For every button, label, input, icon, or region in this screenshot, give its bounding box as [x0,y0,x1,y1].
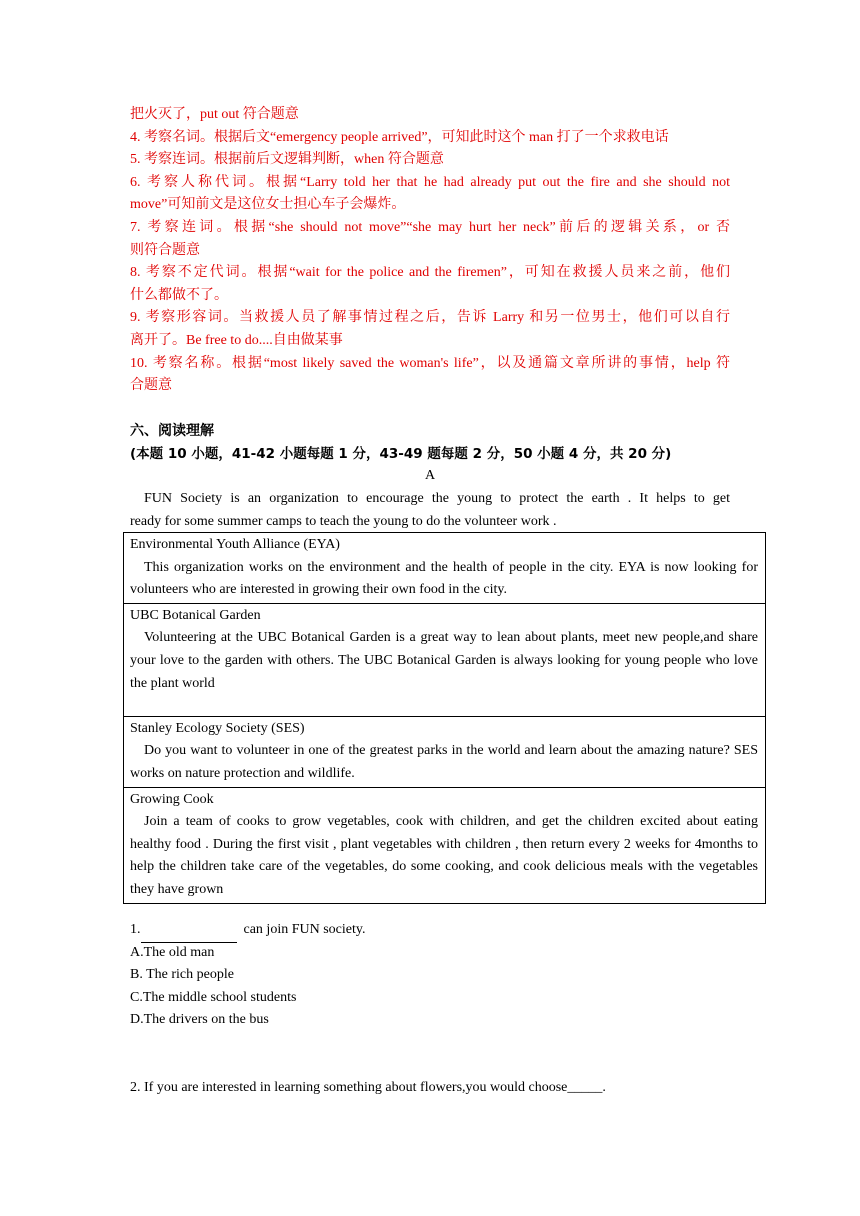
table-row [124,787,766,903]
analysis-line: 则符合题意 [130,242,200,258]
analysis-line: 10. 考察名称。根据“most likely saved the woman's life”，以及通篇文章所讲的事情，help 符 [130,355,730,371]
analysis-line: 把火灭了，put out 符合题意 [130,107,299,122]
question-1 [130,919,365,943]
intro-line: ready for some summer camps to teach the young to do the volunteer work . [130,513,557,529]
table-cell [124,533,766,604]
org-name: UBC Botanical Garden [130,607,261,623]
org-name: Environmental Youth Alliance (EYA) [130,537,340,552]
passage-intro [130,488,730,533]
analysis-line: 7. 考察连词。根据“she should not move”“she may hurt her neck”前后的逻辑关系，or 否 [130,219,730,235]
analysis-line: 离开了。Be free to do....自由做某事 [130,332,343,348]
org-description: Do you want to volunteer in one of the greatest parks in the world and learn about the amazing nature? SES works on nature protection and wildlife. [130,743,758,781]
answer-blank [141,919,237,943]
table-cell [124,787,766,903]
analysis-line: 9. 考察形容词。当救援人员了解事情过程之后，告诉 Larry 和另一位男士，他们可以自行 [130,310,730,326]
org-description: Volunteering at the UBC Botanical Garden is a great way to lean about plants, meet new people,and share your love to the garden with others. The UBC Botanical Garden is always looking for young people who love the plant world [130,630,758,691]
analysis-line: 合题意 [130,378,172,394]
org-name: Growing Cook [130,791,214,807]
analysis-line: move”可知前文是这位女士担心车子会爆炸。 [130,197,406,213]
section-heading: 六、阅读理解 [130,423,214,439]
analysis-line: 8. 考察不定代词。根据“wait for the police and the firemen”，可知在救援人员来之前，他们 [130,265,730,281]
table-row [124,603,766,716]
org-description: This organization works on the environment and the health of people in the city. EYA is now looking for volunteers who are interested in growing their own food in the city. [130,559,758,598]
passage-label: A [424,468,436,483]
analysis-line: 什么都做不了。 [130,287,228,303]
option-b: B. The rich people [130,967,234,982]
question-2: 2. If you are interested in learning something about flowers,you would choose_____. [130,1080,606,1095]
option-a: A.The old man [130,945,215,960]
analysis-line: 6. 考察人称代词。根据“Larry told her that he had already put out the fire and she should not [130,174,730,190]
option-c: C.The middle school students [130,990,297,1005]
section-subheading: (本题 10 小题，41-42 小题每题 1 分，43-49 题每题 2 分，50 小题 4 分，共 20 分) [130,446,672,462]
answer-analysis [130,104,730,398]
table-cell [124,716,766,787]
question-number: 1. [130,922,141,937]
table-row [124,716,766,787]
intro-line: FUN Society is an organization to encourage the young to protect the earth . It helps to get [144,491,730,506]
table-row [124,533,766,604]
organization-table [123,532,766,904]
table-cell [124,603,766,716]
org-name: Stanley Ecology Society (SES) [130,720,305,736]
org-description: Join a team of cooks to grow vegetables, cook with children, and get the children excited about eating healthy food . During the first visit , plant vegetables with children , then return every 2 weeks for 4months to help the children take care of the vegetables, do some cooking, and cook delicious meals with the vegetables they have grown [130,814,758,897]
option-d: D.The drivers on the bus [130,1012,269,1027]
question-stem: can join FUN society. [243,922,366,937]
analysis-line: 5. 考察连词。根据前后文逻辑判断，when 符合题意 [130,152,444,168]
analysis-line: 4. 考察名词。根据后文“emergency people arrived”，可知此时这个 man 打了一个求救电话 [130,129,669,145]
